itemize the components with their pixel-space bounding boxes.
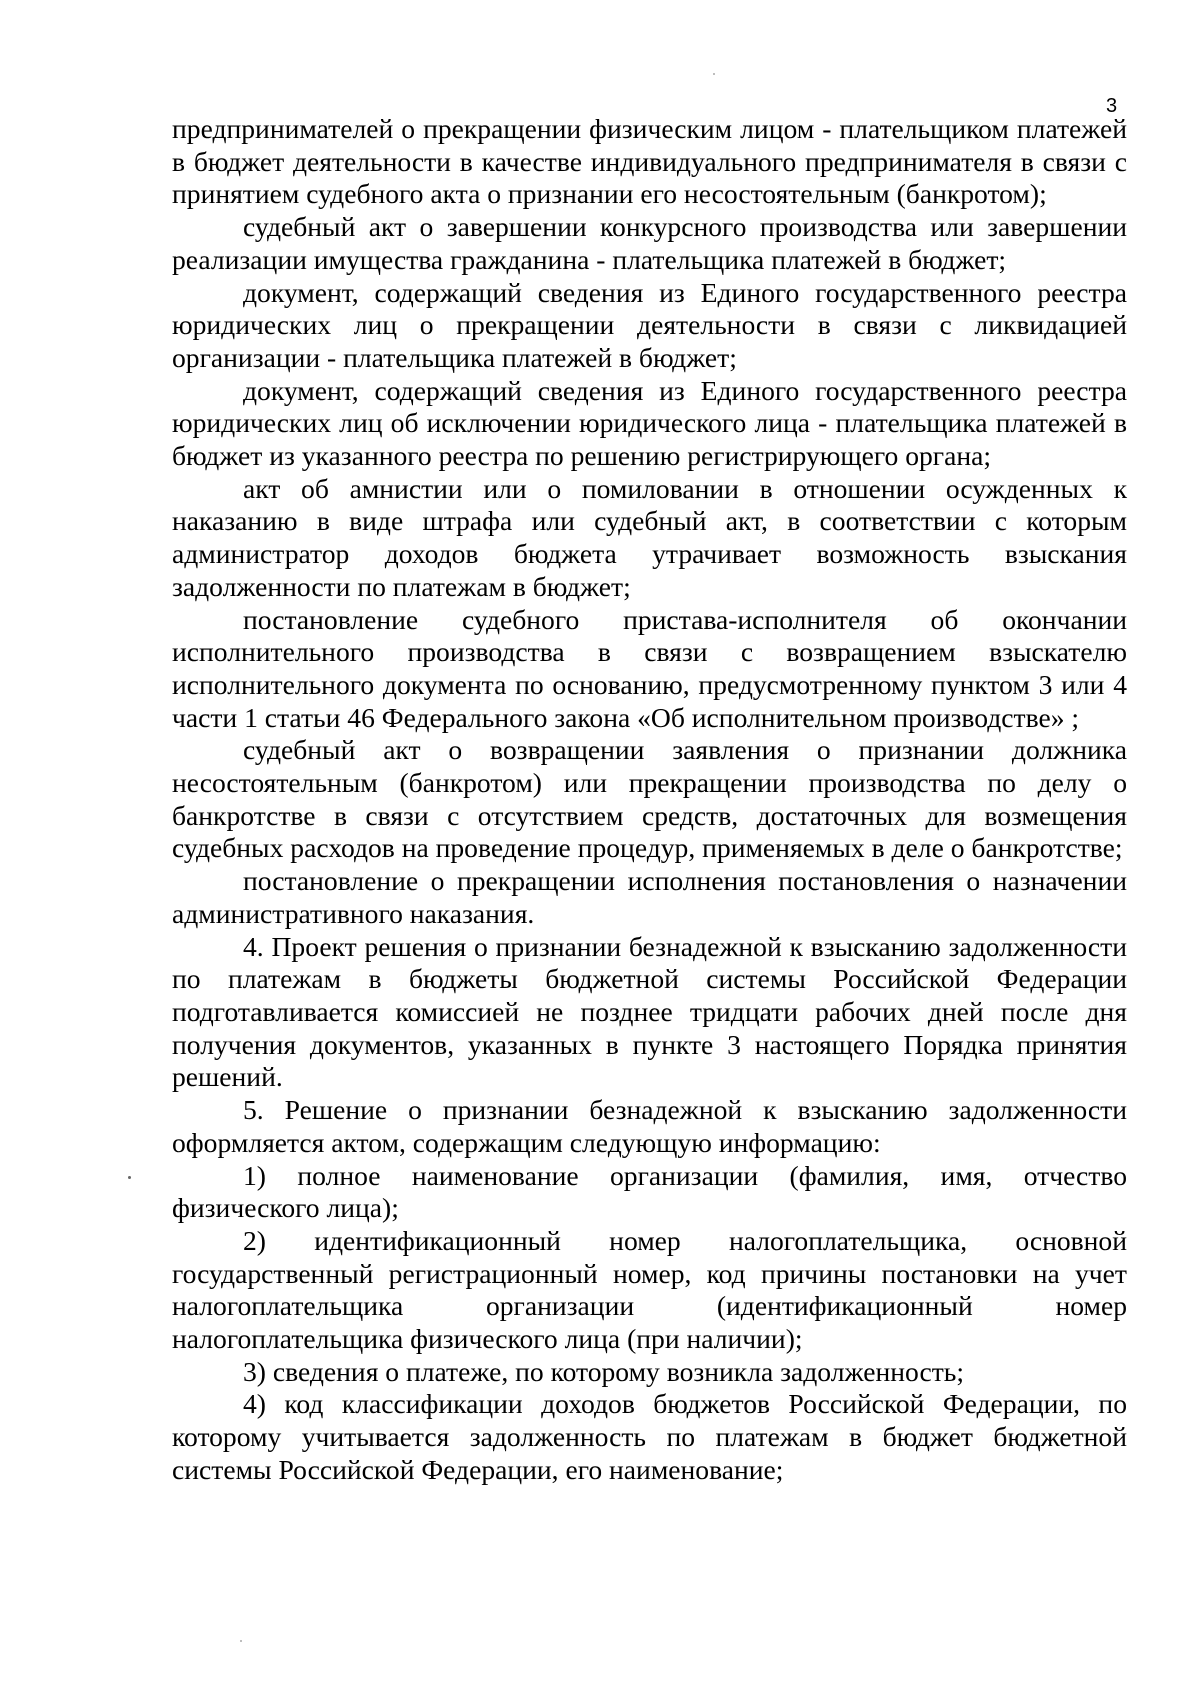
scan-speck [128,1176,131,1179]
paragraph-entrepreneur-termination: предпринимателей о прекращении физическим лицом - плательщиком платежей в бюджет деятельности в качестве индивидуального предпринимателя в связи с принятием судебного акта о признании его несостоятельным (банкротом); [172,113,1127,210]
page-number: 3 [1106,95,1118,117]
list-item-3: 3) сведения о платеже, по которому возникла задолженность; [243,1355,965,1387]
paragraph-egrul-liquidation: документ, содержащий сведения из Единого государственного реестра юридических лиц о прекращении деятельности в связи с ликвидацией организации - плательщика платежей в бюджет; [172,276,1127,373]
paragraph-administrative-penalty: постановление о прекращении исполнения постановления о назначении административного наказания. [172,865,1127,929]
paragraph-bankruptcy-completion: судебный акт о завершении конкурсного производства или завершении реализации имущества гражданина - плательщика платежей в бюджет; [172,211,1127,275]
paragraph-item-5: 5. Решение о признании безнадежной к взысканию задолженности оформляется актом, содержащим следующую информацию: [172,1094,1127,1158]
scan-speck [713,73,715,75]
paragraph-item-4: 4. Проект решения о признании безнадежной к взысканию задолженности по платежам в бюджеты бюджетной системы Российской Федерации подготавливается комиссией не позднее тридцати рабочих дней после дня получения документов, указанных в пункте 3 настоящего Порядка принятия решений. [172,930,1127,1093]
paragraph-egrul-exclusion: документ, содержащий сведения из Единого государственного реестра юридических лиц об исключении юридического лица - плательщика платежей в бюджет из указанного реестра по решению регистрирующего органа; [172,374,1127,472]
document-body [172,113,1127,1487]
list-item-1: 1) полное наименование организации (фамилия, имя, отчество физического лица); [172,1159,1127,1224]
paragraph-bankruptcy-return: судебный акт о возвращении заявления о признании должника несостоятельным (банкротом) или прекращении производства по делу о банкротстве в связи с отсутствием средств, достаточных для возмещения судебных расходов на проведение процедур, применяемых в деле о банкротстве; [172,734,1127,864]
paragraph-bailiff-resolution: постановление судебного пристава-исполнителя об окончании исполнительного производства в связи с возвращением взыскателю исполнительного документа по основанию, предусмотренному пунктом 3 или 4 части 1 статьи 46 Федерального закона «Об исполнительном производстве» ; [172,603,1127,733]
list-item-2: 2) идентификационный номер налогоплательщика, основной государственный регистрационный номер, код причины постановки на учет налогоплательщика организации (идентификационный номер налогоплательщика физического лица (при наличии); [172,1224,1127,1355]
scan-speck [240,1640,242,1642]
paragraph-amnesty-act: акт об амнистии или о помиловании в отношении осужденных к наказанию в виде штрафа или судебный акт, в соответствии с которым администратор доходов бюджета утрачивает возможность взыскания задолженности по платежам в бюджет; [172,472,1127,602]
list-item-4: 4) код классификации доходов бюджетов Российской Федерации, по которому учитывается задолженность по платежам в бюджет бюджетной системы Российской Федерации, его наименование; [172,1388,1127,1485]
